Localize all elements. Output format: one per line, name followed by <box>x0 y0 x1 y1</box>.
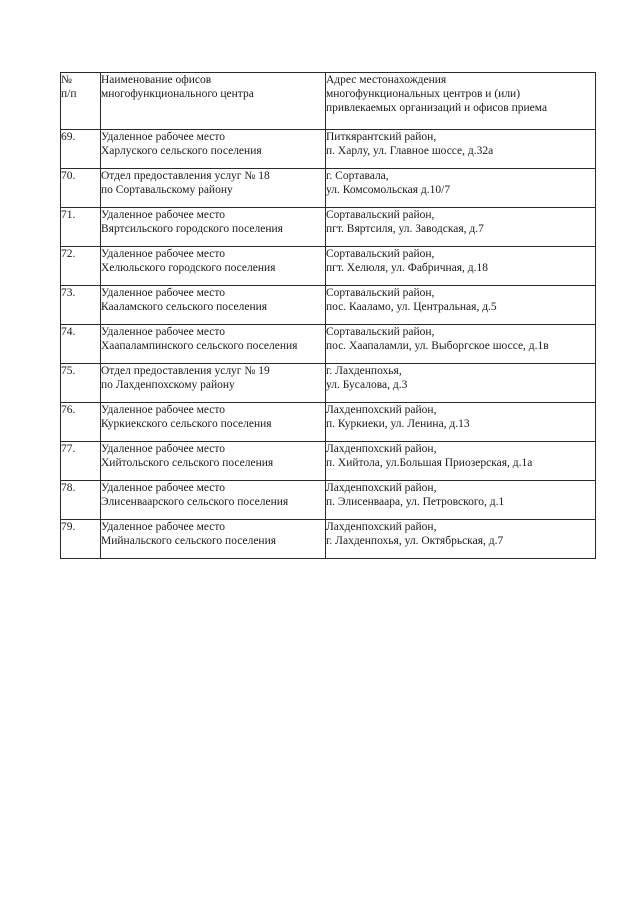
office-name-line: Отдел предоставления услуг № 18 <box>101 170 270 182</box>
office-name-line: Хаапалампинского сельского поселения <box>101 340 298 352</box>
office-address <box>326 442 596 481</box>
office-address-line: Лахденпохский район, <box>326 482 437 494</box>
office-address <box>326 403 596 442</box>
office-address-line: ул. Комсомольская д.10/7 <box>326 184 451 196</box>
office-address-line: пос. Хаапаламли, ул. Выборгское шоссе, д.1в <box>326 340 549 352</box>
office-name-line: Харлуского сельского поселения <box>101 145 262 157</box>
office-name-line: Элисенваарского сельского поселения <box>101 496 289 508</box>
table-row <box>61 403 596 442</box>
office-name-line: по Лахденпохскому району <box>101 379 235 391</box>
office-address-line: Сортавальский район, <box>326 248 435 260</box>
office-name-line: Кааламского сельского поселения <box>101 301 268 313</box>
office-name <box>101 481 326 520</box>
row-number: 78. <box>61 481 101 520</box>
office-address <box>326 130 596 169</box>
office-address-line: пос. Кааламо, ул. Центральная, д.5 <box>326 301 497 313</box>
table-row <box>61 208 596 247</box>
office-name-line: Куркиекского сельского поселения <box>101 418 272 430</box>
office-name <box>101 442 326 481</box>
header-address: Адрес местонахождения многофункциональных центров и (или) привлекаемых организаций и офисов приема <box>326 73 596 130</box>
office-address <box>326 520 596 559</box>
office-name-line: Удаленное рабочее место <box>101 287 226 299</box>
table-row <box>61 247 596 286</box>
row-number: 72. <box>61 247 101 286</box>
office-address-line: г. Сортавала, <box>326 170 389 182</box>
office-name-line: по Сортавальскому району <box>101 184 233 196</box>
table-row <box>61 364 596 403</box>
office-address-line: Сортавальский район, <box>326 326 435 338</box>
office-address <box>326 286 596 325</box>
row-number: 76. <box>61 403 101 442</box>
office-name-line: Хийтольского сельского поселения <box>101 457 274 469</box>
office-address <box>326 364 596 403</box>
row-number: 75. <box>61 364 101 403</box>
office-name-line: Удаленное рабочее место <box>101 521 226 533</box>
office-address <box>326 247 596 286</box>
table-row <box>61 442 596 481</box>
office-name <box>101 247 326 286</box>
row-number: 77. <box>61 442 101 481</box>
office-address-line: пгт. Хелюля, ул. Фабричная, д.18 <box>326 262 488 274</box>
row-number: 71. <box>61 208 101 247</box>
office-address-line: г. Лахденпохья, <box>326 365 402 377</box>
table-row <box>61 520 596 559</box>
offices-table <box>60 72 596 559</box>
office-address <box>326 481 596 520</box>
office-address-line: Лахденпохский район, <box>326 521 437 533</box>
office-name <box>101 364 326 403</box>
office-name-line: Отдел предоставления услуг № 19 <box>101 365 270 377</box>
office-address-line: Сортавальский район, <box>326 287 435 299</box>
office-name-line: Удаленное рабочее место <box>101 131 226 143</box>
office-address <box>326 208 596 247</box>
table-row <box>61 169 596 208</box>
office-address-line: Лахденпохский район, <box>326 443 437 455</box>
row-number: 70. <box>61 169 101 208</box>
office-address-line: п. Хийтола, ул.Большая Приозерская, д.1а <box>326 457 533 469</box>
row-number: 73. <box>61 286 101 325</box>
office-address-line: Лахденпохский район, <box>326 404 437 416</box>
office-address-line: пгт. Вяртсиля, ул. Заводская, д.7 <box>326 223 484 235</box>
table-row <box>61 481 596 520</box>
office-name-line: Удаленное рабочее место <box>101 404 226 416</box>
row-number: 79. <box>61 520 101 559</box>
row-number: 74. <box>61 325 101 364</box>
table-header-row <box>61 73 596 130</box>
office-address-line: ул. Бусалова, д.3 <box>326 379 408 391</box>
office-address-line: Сортавальский район, <box>326 209 435 221</box>
header-office-name: Наименование офисов многофункционального центра <box>101 73 326 130</box>
office-name-line: Мийнальского сельского поселения <box>101 535 277 547</box>
office-name <box>101 325 326 364</box>
office-name <box>101 520 326 559</box>
office-name <box>101 403 326 442</box>
office-name-line: Удаленное рабочее место <box>101 443 226 455</box>
table-row <box>61 130 596 169</box>
table-row <box>61 286 596 325</box>
office-address-line: г. Лахденпохья, ул. Октябрьская, д.7 <box>326 535 504 547</box>
header-number: № п/п <box>61 73 101 130</box>
office-name <box>101 286 326 325</box>
office-name <box>101 130 326 169</box>
office-address <box>326 169 596 208</box>
office-name-line: Вяртсильского городского поселения <box>101 223 283 235</box>
office-name-line: Удаленное рабочее место <box>101 482 226 494</box>
office-address-line: п. Элисенваара, ул. Петровского, д.1 <box>326 496 505 508</box>
office-name-line: Хелюльского городского поселения <box>101 262 276 274</box>
row-number: 69. <box>61 130 101 169</box>
office-address <box>326 325 596 364</box>
office-address-line: п. Харлу, ул. Главное шоссе, д.32а <box>326 145 494 157</box>
office-address-line: п. Куркиеки, ул. Ленина, д.13 <box>326 418 470 430</box>
table-row <box>61 325 596 364</box>
office-name-line: Удаленное рабочее место <box>101 248 226 260</box>
office-name-line: Удаленное рабочее место <box>101 209 226 221</box>
office-address-line: Питкярантский район, <box>326 131 437 143</box>
office-name <box>101 169 326 208</box>
office-name <box>101 208 326 247</box>
office-name-line: Удаленное рабочее место <box>101 326 226 338</box>
